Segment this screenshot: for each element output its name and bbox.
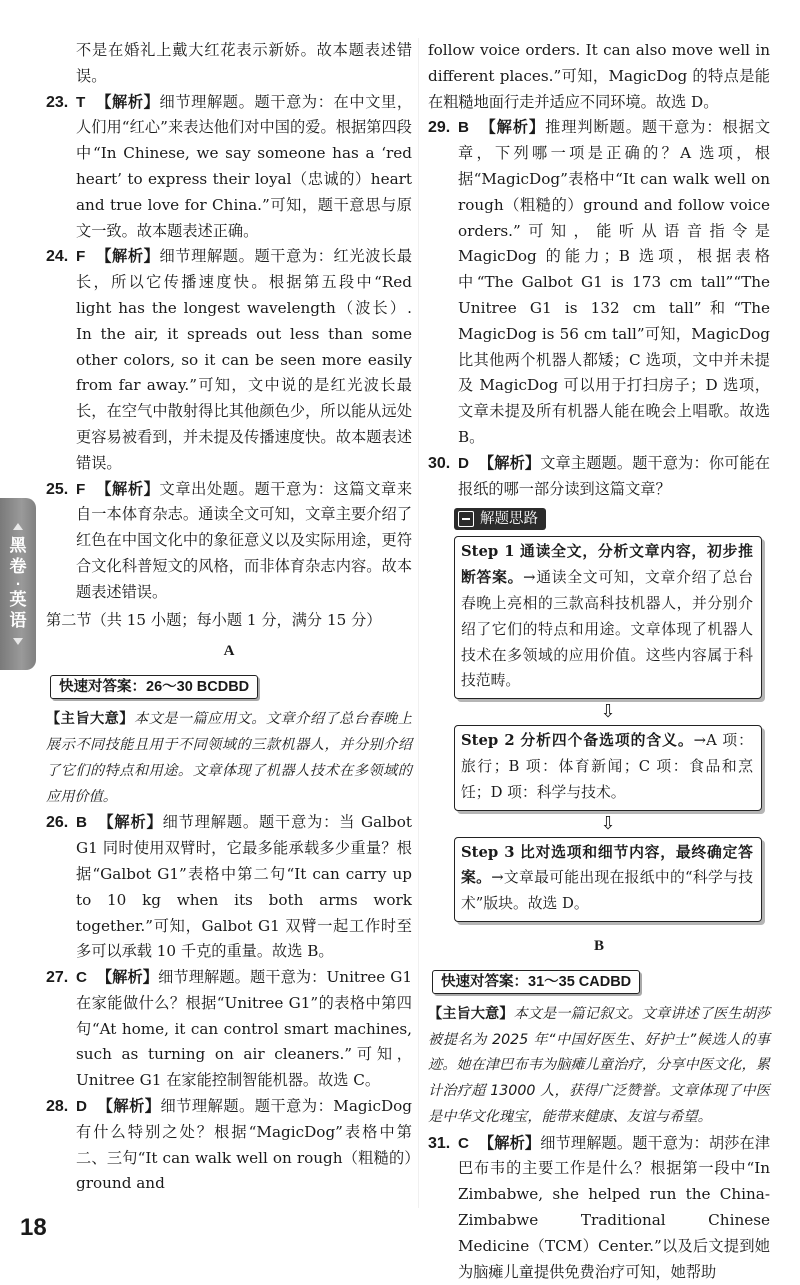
question-25 [46,477,412,606]
summary-paragraph [46,707,412,810]
analysis-tag: 【解析】 [96,247,160,266]
analysis-text: 细节理解题。题干意为：在中文里，人们用“红心”来表达他们对中国的爱。根据第四段中“In Chinese, we say someone has a ‘red heart’ to express their loyal（忠诚的）heart and true love for China.”可知，题干意思与原文一致。故本题表述正确。 [76,92,413,240]
analysis-tag: 【解析】 [96,479,160,498]
side-tab [0,498,36,670]
step-title: 分析四个备选项的含义。 [520,732,694,750]
summary-tag: 【主旨大意】 [428,1005,514,1022]
analysis-tag: 【解析】 [478,1133,541,1152]
question-26 [46,810,412,965]
column-divider [418,38,419,1208]
question-number: 30. [428,454,451,472]
analysis-tag: 【解析】 [96,92,160,111]
answer: C [76,969,87,987]
question-number: 29. [428,119,451,137]
step-text: →A 项：旅行；B 项：体育新闻；C 项：食品和烹饪；D 项：科学与技术。 [461,732,753,801]
side-tab-char-3: 英 [9,590,27,610]
step-label: Step 3 [461,843,515,861]
answer: T [76,93,86,111]
question-number: 27. [46,969,69,987]
side-tab-dot: · [15,577,21,591]
question-number: 24. [46,248,69,266]
answer: B [458,119,469,137]
step-title: 比对选项和细节内容，最终确定答案。 [461,843,753,887]
q28-continuation: follow voice orders. It can also move well in different places.”可知，MagicDog 的特点是能在粗糙地面行走并适应不同环境。故选 D。 [428,41,770,111]
step-3-box [454,837,762,922]
analysis-text: 细节理解题。题干意为：当 Galbot G1 同时使用双臂时，它最多能承载多少重量？根据“Galbot G1”表格中第二句“It can carry up to 10 kg when its both arms work together.”可知，Galbot G1 双臂一起工作时至多可以承载 10 千克的重量。故选 B。 [76,813,413,961]
question-number: 26. [46,814,69,832]
triangle-down-icon [13,638,23,645]
section-title: 第二节（共 15 小题；每小题 1 分，满分 15 分） [46,610,382,629]
side-tab-char-4: 语 [9,611,27,631]
analysis-text: 细节理解题。题干意为：红光波长最长，所以它传播速度快。根据第五段中“Red light has the longest wavelength（波长）. In the air, it spreads out less than some other colors, so it can be seen more easily from far away.”可知，文中说的是红光波长最长，在空气中散射得比其他颜色少，所以能从远处更容易被看到，并未提及传播速度快。故本题表述错误。 [76,247,413,472]
question-30 [428,451,770,503]
answer: F [76,480,86,498]
analysis-text: 细节理解题。题干意为：MagicDog 有什么特别之处？根据“MagicDog”表格中第二、三句“It can walk well on rough（粗糙的）ground and [76,1097,413,1193]
analysis-text: 推理判断题。题干意为：根据文章，下列哪一项是正确的？A 选项，根据“MagicDog”表格中“It can walk well on rough（粗糙的）ground and follow voice orders.”可知，能听从语音指令是 MagicDog 的能力；B 选项，根据表格中“The Galbot G1 is 173 cm tall”“The Unitree G1 is 132 cm tall”和“The MagicDog is 56 cm tall”可知，MagicDog 比其他两个机器人都矮；C 选项，文中并未提及 MagicDog 可以用于打扫房子；D 选项，文章未提及所有机器人能在晚会上唱歌。故选 B。 [458,118,771,446]
page-number: 18 [20,1214,47,1241]
solution-approach-title: 解题思路 [480,511,538,528]
question-24 [46,244,412,476]
left-column [46,38,412,1197]
solution-approach-heading [454,508,546,530]
analysis-text: 文章出处题。题干意为：这篇文章来自一本体育杂志。通读全文可知，文章主要介绍了红色在中国文化中的象征意义以及实际用途，更符合文化科普短文的风格，而非体育杂志内容。故本题表述错误。 [76,479,413,601]
side-tab-char-2: 卷 [9,557,27,577]
question-number: 25. [46,480,69,498]
question-number: 28. [46,1098,69,1116]
question-23 [46,90,412,245]
pencil-note-icon [458,511,474,527]
quick-answer-box: 快速对答案：26～30 BCDBD [50,675,258,699]
analysis-tag: 【解析】 [97,1097,161,1116]
answer: D [458,454,469,472]
intro-continuation: 不是在婚礼上戴大红花表示新娇。故本题表述错误。 [76,41,412,85]
question-28 [46,1094,412,1197]
summary-tag: 【主旨大意】 [46,711,134,728]
question-27 [46,965,412,1094]
step-text: →通读全文可知，文章介绍了总台春晚上亮相的三款高科技机器人，并分别介绍了它们的特点和用途。文章体现了机器人技术在多领域的应用价值。这些内容属于科技范畴。 [461,569,753,690]
analysis-tag: 【解析】 [480,118,546,137]
answer: D [76,1098,87,1116]
down-arrow-icon: ⇩ [600,701,616,723]
triangle-up-icon [13,523,23,530]
answer: F [76,248,86,266]
summary-text: 本文是一篇应用文。文章介绍了总台春晚上展示不同技能且用于不同领域的三款机器人，并分别介绍了它们的特点和用途。文章体现了机器人技术在多领域的应用价值。 [46,711,412,805]
analysis-tag: 【解析】 [98,813,163,832]
quick-answer-box: 快速对答案：31～35 CADBD [432,970,640,994]
right-column [428,38,770,1285]
question-number: 23. [46,93,69,111]
side-tab-char-1: 黑 [9,536,27,556]
step-title: 通读全文，分析文章内容，初步推断答案。 [461,543,753,587]
answer: C [458,1134,469,1152]
step-1-box [454,536,762,699]
down-arrow-icon: ⇩ [600,812,616,834]
analysis-text: 细节理解题。题干意为：胡莎在津巴布韦的主要工作是什么？根据第一段中“In Zimbabwe, she helped run the China-Zimbabwe Traditional Chinese Medicine（TCM）Center.”以及后文提到她为脑瘫儿童提供免费治疗可知，她帮助 [458,1133,770,1281]
step-text: →文章最可能出现在报纸中的“科学与技术”版块。故选 D。 [461,869,753,913]
step-label: Step 1 [461,543,515,561]
summary-paragraph [428,1002,770,1131]
question-29 [428,115,770,450]
question-31 [428,1131,770,1285]
analysis-tag: 【解析】 [478,453,541,472]
question-number: 31. [428,1134,451,1152]
part-a-heading: A [223,643,235,660]
step-label: Step 2 [461,732,515,750]
part-b-heading: B [593,937,604,954]
analysis-text: 细节理解题。题干意为：Unitree G1 在家能做什么？根据“Unitree G1”的表格中第四句“At home, it can control smart machines, such as turning on air cleaners.”可知，Unitree G1 在家能控制智能机器。故选 C。 [76,968,413,1090]
step-2-box [454,725,762,810]
analysis-text: 文章主题题。题干意为：你可能在报纸的哪一部分读到这篇文章？ [458,453,770,498]
answer: B [76,814,87,832]
summary-text: 本文是一篇记叙文。文章讲述了医生胡莎被提名为 2025 年“中国好医生、好护士”候选人的事迹。她在津巴布韦为脑瘫儿童治疗，分享中医文化，累计治疗超 13000 人，获得广泛赞誉。文章体现了中医是中华文化瑰宝，能带来健康、友谊与希望。 [428,1005,770,1125]
analysis-tag: 【解析】 [96,968,159,987]
